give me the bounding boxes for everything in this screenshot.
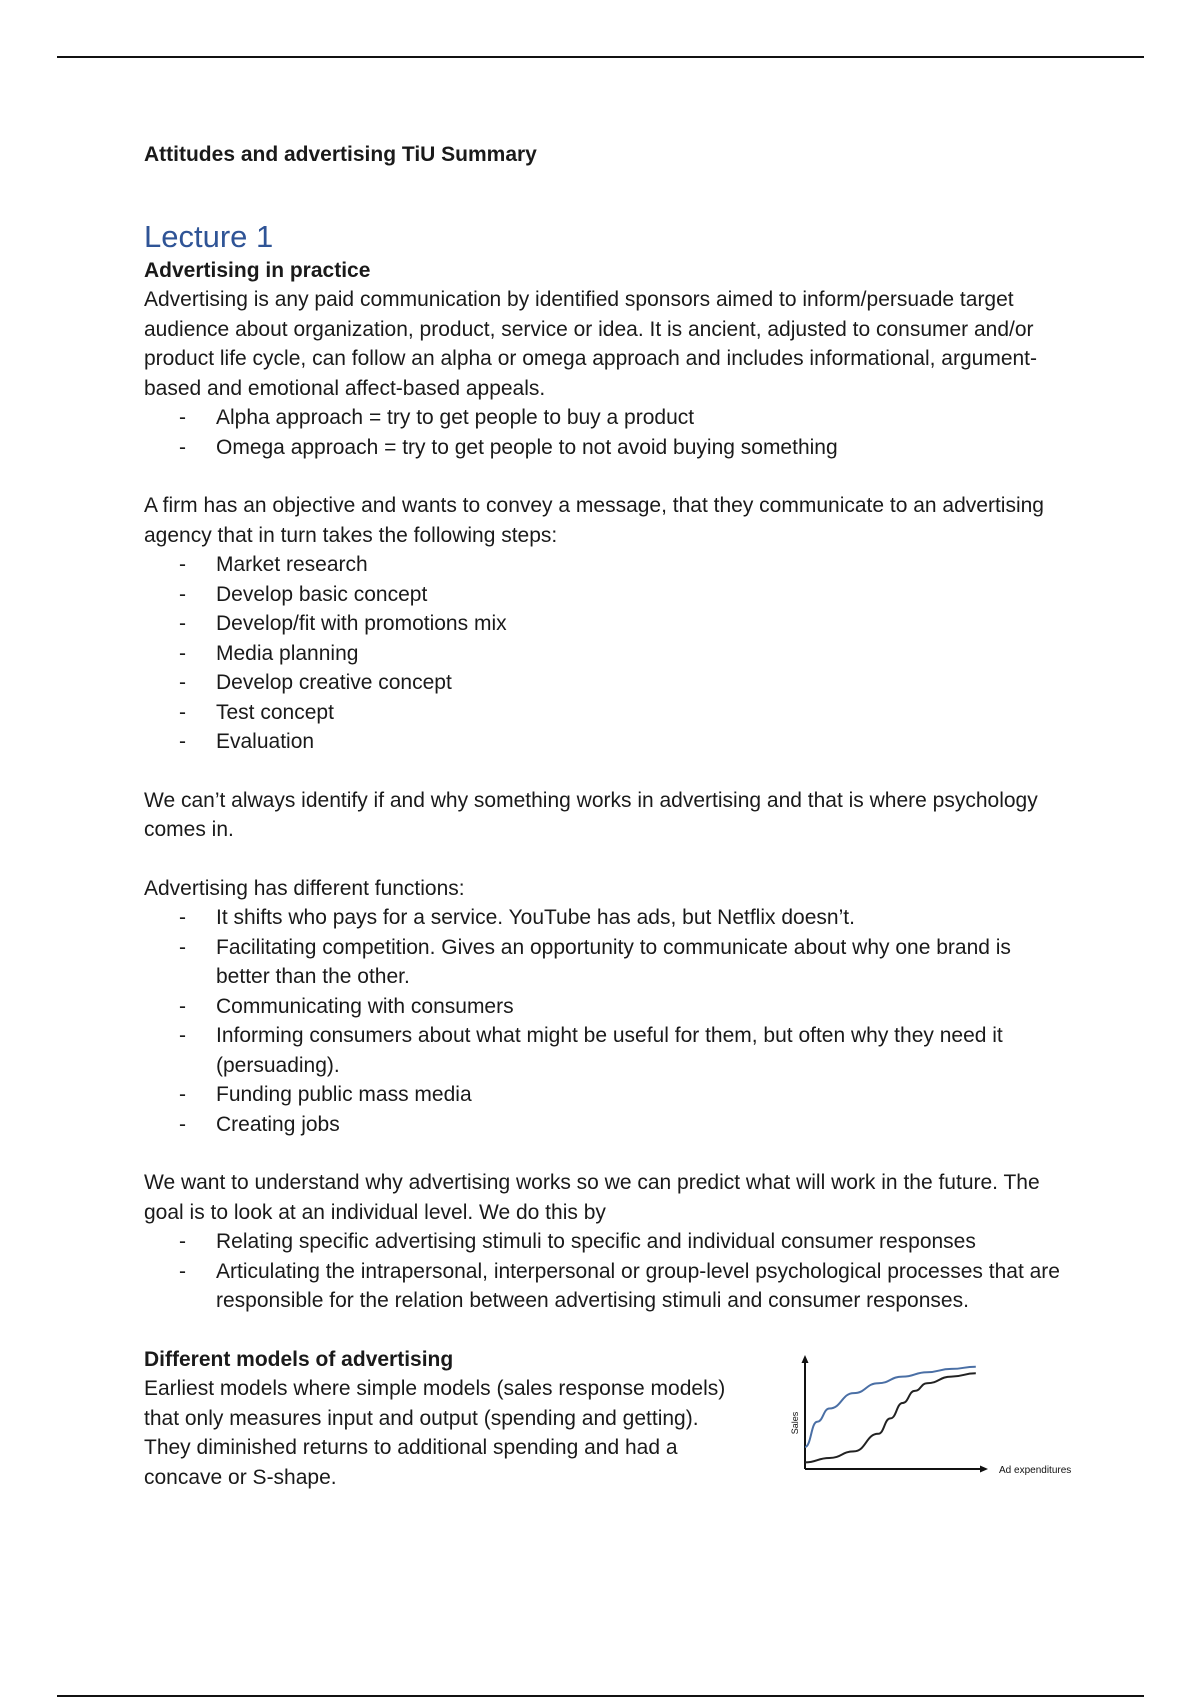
list-item: - Evaluation (216, 727, 1064, 757)
functions-intro: Advertising has different functions: (144, 876, 465, 900)
section-heading-practice: Advertising in practice (144, 258, 371, 282)
list-item: - Communicating with consumers (216, 992, 1064, 1022)
list-item: - Develop basic concept (216, 580, 1064, 610)
models-paragraph: Earliest models where simple models (sales response models) that only measures input and output (spending and getting). They diminished returns to additional spending and had a concave or S-shape. (144, 1377, 726, 1489)
top-rule (57, 56, 1144, 58)
lecture-heading: Lecture 1 (144, 218, 274, 254)
list-item: - Alpha approach = try to get people to buy a product (216, 403, 1064, 433)
list-item: - Media planning (216, 639, 1064, 669)
document-body (144, 140, 1072, 1492)
sales-response-chart (789, 1349, 1104, 1489)
agency-steps-list (144, 550, 1064, 757)
list-item: - Omega approach = try to get people to not avoid buying something (216, 433, 1064, 463)
x-axis-arrow (980, 1465, 988, 1472)
models-section (144, 1345, 1072, 1493)
y-axis-arrow (802, 1355, 809, 1363)
list-item: - Market research (216, 550, 1064, 580)
functions-list (144, 903, 1064, 1139)
series-line-concave (805, 1366, 976, 1446)
document-title: Attitudes and advertising TiU Summary (144, 143, 537, 166)
bottom-rule (57, 1695, 1144, 1697)
list-item: - Relating specific advertising stimuli to specific and individual consumer responses (216, 1227, 1064, 1257)
list-item: - Develop/fit with promotions mix (216, 609, 1064, 639)
list-item: - Articulating the intrapersonal, interpersonal or group-level psychological processes that are responsible for the relation between advertising stimuli and consumer responses. (216, 1257, 1064, 1316)
approach-list (144, 403, 1064, 462)
list-item: - Informing consumers about what might be useful for them, but often why they need it (persuading). (216, 1021, 1064, 1080)
y-axis-label: Sales (790, 1411, 800, 1434)
agency-paragraph: A firm has an objective and wants to convey a message, that they communicate to an advertising agency that in turn takes the following steps: (144, 494, 1044, 547)
list-item: - Funding public mass media (216, 1080, 1064, 1110)
psychology-paragraph: We can’t always identify if and why something works in advertising and that is where psychology comes in. (144, 788, 1038, 841)
list-item: - Develop creative concept (216, 668, 1064, 698)
definition-paragraph: Advertising is any paid communication by identified sponsors aimed to inform/persuade target audience about organization, product, service or idea. It is ancient, adjusted to consumer and/or product life cycle, can follow an alpha or omega approach and includes informational, argument-based and emotional affect-based appeals. (144, 288, 1038, 400)
understand-paragraph: We want to understand why advertising works so we can predict what will work in the future. The goal is to look at an individual level. We do this by (144, 1171, 1040, 1224)
series-line-s-shape (805, 1373, 976, 1462)
section-heading-models: Different models of advertising (144, 1347, 454, 1371)
x-axis-label: Ad expenditures (999, 1464, 1072, 1476)
list-item: - Facilitating competition. Gives an opportunity to communicate about why one brand is better than the other. (216, 933, 1064, 992)
list-item: - It shifts who pays for a service. YouTube has ads, but Netflix doesn’t. (216, 903, 1064, 933)
list-item: - Creating jobs (216, 1110, 1064, 1140)
list-item: - Test concept (216, 698, 1064, 728)
methods-list (144, 1227, 1064, 1316)
